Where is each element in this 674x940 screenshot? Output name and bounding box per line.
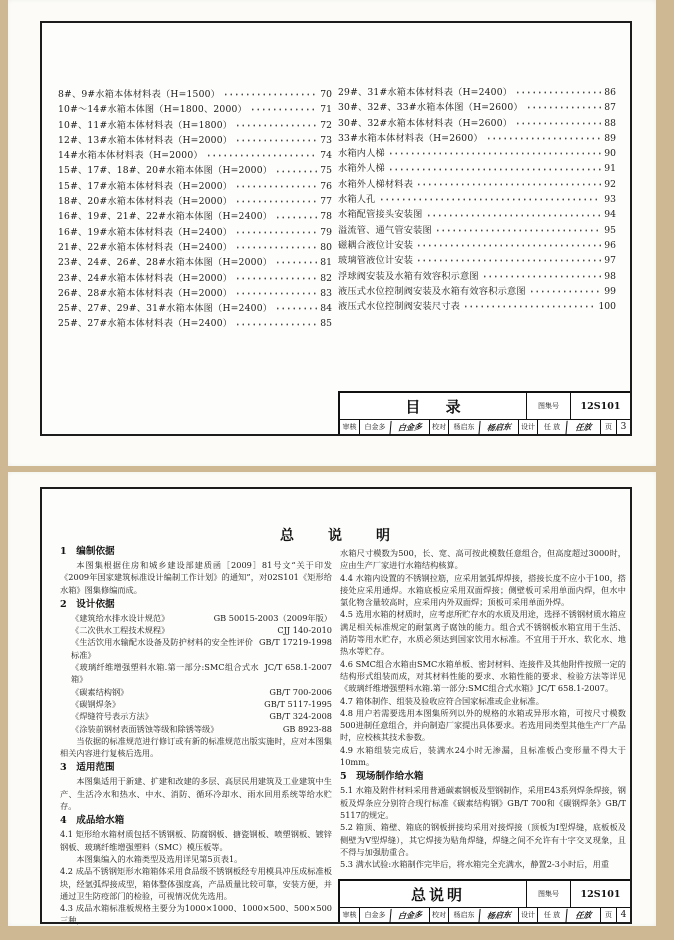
toc-entry-title: 23#、24#、26#、28#水箱本体图（H=2000） [58, 257, 273, 269]
standard-code: GB/T 700-2006 [269, 686, 332, 697]
reviewer-name: 白金多 [359, 908, 390, 922]
toc-entry-page-number: 99 [604, 285, 616, 297]
general-notes-page [8, 472, 656, 926]
review-label: 审核 [342, 423, 357, 431]
toc-column-left [58, 87, 332, 332]
toc-entry [338, 100, 616, 115]
standard-name: 《建筑给水排水设计规范》 [71, 612, 170, 623]
standard-name: 《玻璃纤维增强塑料水箱.第一部分:SMC组合式水箱》 [71, 662, 259, 685]
toc-entry-page-number: 95 [604, 224, 616, 236]
notes-column-right [340, 547, 626, 870]
dot-leader [529, 287, 602, 296]
paragraph-4-3: 4.3 成品水箱标准板规格主要分为1000×1000、1000×500、500×500三种， [60, 903, 332, 926]
toc-entry-page-number: 85 [320, 318, 332, 330]
toc-entry-title: 30#、32#、33#水箱本体图（H=2600） [338, 102, 523, 114]
dot-leader [416, 256, 601, 265]
toc-entry-page-number: 79 [320, 226, 332, 238]
dot-leader [275, 258, 317, 267]
standard-name: 《涂装前钢材表面锈蚀等级和除锈等级》 [71, 723, 219, 734]
toc-entry [338, 116, 616, 131]
toc-entry-page-number: 94 [604, 209, 616, 221]
design-label: 设计 [518, 420, 537, 434]
page-label: 页 [600, 420, 616, 434]
dot-leader [235, 182, 317, 191]
toc-entry [338, 299, 616, 314]
dot-leader [482, 272, 601, 281]
dot-leader [463, 302, 595, 311]
toc-entry-page-number: 97 [604, 255, 616, 267]
checker-name: 杨启东 [448, 908, 479, 922]
toc-entry-page-number: 87 [604, 102, 616, 114]
toc-entry-title: 10#～14#水箱本体图（H=1800、2000） [58, 104, 247, 116]
toc-entry [338, 85, 616, 100]
check-label: 校对 [429, 908, 448, 922]
toc-entry [58, 194, 332, 209]
toc-entry-title: 浮球阀安装及水箱有效容积示意图 [338, 270, 479, 282]
atlas-number: 12S101 [570, 881, 630, 907]
atlas-number: 12S101 [570, 393, 630, 419]
toc-entry [58, 179, 332, 194]
toc-entry-page-number: 96 [604, 239, 616, 251]
toc-page [8, 0, 656, 466]
paragraph-5-1: 5.1 水箱及附件材料采用普通碳素钢板及型钢制作，采用E43系列焊条焊接，钢板及焊条应分别符合现行标准《碳素结构钢》GB/T 700和《碳钢焊条》GB/T 5117的规定。 [340, 785, 626, 820]
standard-name: 《二次供水工程技术规程》 [71, 625, 170, 636]
paragraph-4-4: 4.4 水箱内设置的不锈钢拉筋，应采用氩弧焊焊接，搭接长度不应小于100，搭接处应采用通焊。水箱底板应采用双面焊接；侧壁板可采用单面内焊，但水中氯化物含量较高时，应采用内外双面焊；顶板可采用单面外焊。 [340, 572, 626, 608]
toc-entry-title: 水箱人孔 [338, 194, 376, 206]
toc-entry [338, 223, 616, 238]
standard-item [60, 661, 332, 686]
paragraph-4-1b: 本图集编入的水箱类型及选用详见第5页表1。 [76, 853, 243, 864]
section-heading-4: 4 成品给水箱 [60, 815, 125, 827]
checker-signature: 杨启东 [478, 419, 518, 435]
toc-entry-title: 液压式水位控制阀安装及水箱有效容积示意图 [338, 285, 526, 297]
paragraph-5-2: 5.2 箱顶、箱壁、箱底的钢板拼接均采用对接焊接（顶板为I型焊缝，底板板及侧壁为V型焊缝），其它焊接为贴角焊缝，焊缝之间不允许有十字交叉现象，且不得与加强肋重合。 [340, 822, 626, 857]
general-notes-frame [40, 487, 632, 924]
standard-code: GB/T 5117-1995 [264, 698, 332, 709]
dot-leader [235, 228, 317, 237]
toc-entry [58, 240, 332, 255]
toc-entry [58, 209, 332, 224]
standard-name: 《碳素结构钢》 [71, 686, 129, 697]
dot-leader [526, 103, 602, 112]
dot-leader [416, 241, 601, 250]
toc-entry-title: 液压式水位控制阀安装尺寸表 [338, 301, 461, 313]
toc-entry-page-number: 82 [320, 272, 332, 284]
atlas-number-label: 图集号 [526, 393, 570, 419]
section-heading-5: 5 现场制作给水箱 [340, 771, 424, 783]
design-label: 设计 [518, 908, 537, 922]
reviewer-signature: 白金多 [389, 907, 429, 923]
toc-entry-title: 18#、20#水箱本体材料表（H=2000） [58, 196, 233, 208]
standard-code: GB/T 324-2008 [269, 711, 332, 722]
dot-leader [379, 195, 602, 204]
paragraph-4-8: 4.8 用户若需要选用本图集所列以外的规格的水箱或异形水箱，可按尺寸模数500进制任意组合，并向制造厂家提出具体要求。若选用同类型其他生产厂产品时，应校核其技术参数。 [340, 707, 626, 743]
dot-leader [250, 105, 317, 114]
paragraph-4-3-cont: 水箱尺寸模数为500，长、宽、高可按此模数任意组合，但高度超过3000时，应由生产厂家进行水箱结构核算。 [340, 548, 626, 571]
toc-column-right [338, 85, 616, 314]
toc-entry-title: 29#、31#水箱本体材料表（H=2400） [338, 87, 513, 98]
toc-entry-title: 溢流管、通气管安装图 [338, 224, 432, 236]
paragraph-5-3: 5.3 满水试验:水箱制作完毕后，将水箱完全充满水，静置2-3小时后，用重 [340, 859, 610, 870]
toc-entry-page-number: 89 [604, 132, 616, 144]
toc-entry-title: 15#、17#水箱本体材料表（H=2000） [58, 180, 233, 192]
toc-entry-page-number: 76 [320, 180, 332, 192]
toc-entry-page-number: 88 [604, 117, 616, 129]
toc-entry-page-number: 84 [320, 303, 332, 315]
toc-entry [338, 238, 616, 253]
paragraph-basis: 本图集根据住房和城乡建设部建质函［2009］81号文“关于印发《2009年国家建筑标准设计编制工作计划》的通知”，对02S101《矩形给水箱》图集修编而成。 [60, 560, 332, 595]
toc-entry-title: 33#水箱本体材料表（H=2600） [338, 132, 483, 144]
paragraph-4-1: 4.1 矩形给水箱材质包括不锈钢板、防腐钢板、搪瓷钢板、喷塑钢板、镀锌钢板、玻璃纤维增强塑料（SMC）模压板等。 [60, 829, 332, 852]
paragraph-4-9: 4.9 水箱组装完成后，装满水24小时无渗漏，且标准板凸变形量不得大于10mm。 [340, 744, 626, 768]
toc-entry [338, 253, 616, 268]
standard-code: GB 50015-2003（2009年版） [213, 612, 332, 623]
paragraph-4-5: 4.5 选用水箱的材质时，应考虑所贮存水的水质及用途，选择不锈钢材质水箱应满足相关标准规定的耐氯离子腐蚀的能力。组合式不锈钢板水箱宜用于生活、消防等用水贮存，水质必须达到国家饮用水标准。不宜用于开水、软化水、地热水等贮存。 [340, 609, 626, 657]
designer-signature: 任放 [565, 419, 600, 435]
toc-entry-title: 水箱外人梯 [338, 163, 385, 175]
designer-name: 任 放 [537, 908, 566, 922]
dot-leader [275, 304, 317, 313]
toc-entry-page-number: 72 [320, 119, 332, 131]
toc-entry-page-number: 70 [320, 89, 332, 100]
standard-item [60, 710, 332, 722]
toc-entry-title: 玻璃管液位计安装 [338, 255, 414, 267]
toc-entry-title: 16#、19#、21#、22#水箱本体图（H=2400） [58, 211, 273, 223]
section-heading-2: 2 设计依据 [60, 598, 115, 610]
dot-leader [388, 165, 601, 174]
toc-entry-title: 16#、19#水箱本体材料表（H=2400） [58, 226, 233, 238]
toc-entry-title: 水箱配管接头安装图 [338, 209, 423, 221]
reviewer-signature: 白金多 [389, 419, 429, 435]
page-label: 页 [600, 908, 616, 922]
standard-code: CJJ 140-2010 [277, 625, 332, 636]
toc-entry-title: 25#、27#、29#、31#水箱本体图（H=2400） [58, 303, 273, 315]
toc-entry-page-number: 71 [320, 104, 332, 116]
title-block-row-main [340, 393, 630, 420]
designer-name: 任 放 [537, 420, 566, 434]
toc-entry [338, 177, 616, 192]
dot-leader [486, 134, 602, 143]
toc-entry [338, 284, 616, 299]
dot-leader [275, 167, 317, 176]
toc-entry-title: 水箱内人梯 [338, 148, 385, 160]
toc-entry-title: 15#、17#、18#、20#水箱本体图（H=2000） [58, 165, 273, 177]
toc-entry-title: 23#、24#水箱本体材料表（H=2000） [58, 272, 233, 284]
standard-item [60, 686, 332, 698]
toc-entry-page-number: 90 [604, 148, 616, 160]
notes-column-left [60, 543, 332, 927]
dot-leader [235, 289, 317, 298]
toc-entry-page-number: 100 [598, 301, 616, 313]
standard-name: 《焊缝符号表示方法》 [71, 711, 153, 722]
toc-entry-page-number: 91 [604, 163, 616, 175]
standard-item [60, 636, 332, 661]
standard-code: JC/T 658.1-2007 [264, 662, 332, 673]
toc-entry [58, 286, 332, 301]
dot-leader [515, 119, 601, 128]
toc-entry [58, 87, 332, 102]
toc-entry [58, 271, 332, 286]
title-block-row-signatures [340, 908, 630, 922]
general-notes-heading: 总 说 明 [280, 528, 392, 544]
reviewer-name: 白金多 [359, 420, 390, 434]
dot-leader [235, 136, 317, 145]
check-label: 校对 [429, 420, 448, 434]
toc-entry-title: 水箱外人梯材料表 [338, 178, 414, 190]
toc-entry [338, 207, 616, 222]
toc-entry-page-number: 75 [320, 165, 332, 177]
toc-entry-page-number: 73 [320, 134, 332, 146]
toc-entry-page-number: 74 [320, 150, 332, 162]
toc-entry-title: 10#、11#水箱本体材料表（H=1800） [58, 119, 233, 131]
standards-list [60, 612, 332, 735]
standard-item [60, 624, 332, 636]
toc-entry [338, 192, 616, 207]
sheet-title: 目 录 [405, 397, 471, 416]
toc-entry-title: 21#、22#水箱本体材料表（H=2400） [58, 241, 233, 253]
toc-entry [58, 148, 332, 163]
dot-leader [235, 197, 317, 206]
checker-signature: 杨启东 [478, 907, 518, 923]
title-block [338, 391, 630, 434]
review-label: 审核 [342, 911, 357, 919]
dot-leader [235, 121, 317, 130]
toc-entry [58, 301, 332, 316]
toc-entry [338, 269, 616, 284]
toc-entry-page-number: 93 [604, 194, 616, 206]
paragraph-revision-note: 当依据的标准规范进行修订或有新的标准规范出版实施时，应对本图集相关内容进行复核后选用。 [60, 735, 332, 759]
designer-signature: 任放 [565, 907, 600, 923]
title-block-row-signatures [340, 420, 630, 434]
sheet-page-number: 3 [616, 420, 630, 434]
sheet-title: 总说明 [410, 885, 465, 904]
standard-name: 《碳钢焊条》 [71, 698, 121, 709]
toc-entry-page-number: 81 [320, 257, 332, 269]
toc-entry [58, 133, 332, 148]
toc-entry [58, 102, 332, 117]
toc-entry-title: 磁耦合液位计安装 [338, 239, 414, 251]
dot-leader [416, 180, 601, 189]
dot-leader [235, 274, 317, 283]
toc-entry-page-number: 92 [604, 178, 616, 190]
dot-leader [426, 211, 602, 220]
toc-entry-page-number: 83 [320, 287, 332, 299]
dot-leader [235, 320, 317, 329]
checker-name: 杨启东 [448, 420, 479, 434]
standard-item [60, 612, 332, 624]
toc-entry [338, 131, 616, 146]
toc-entry-title: 30#、32#水箱本体材料表（H=2600） [338, 117, 513, 129]
toc-entry-title: 8#、9#水箱本体材料表（H=1500） [58, 89, 221, 100]
toc-entry [338, 161, 616, 176]
dot-leader [435, 226, 601, 235]
paragraph-scope: 本图集适用于新建、扩建和改建的多层、高层民用建筑及工业建筑中生产、生活冷水和热水、中水、消防、循环冷却水、雨水回用系统等给水贮存。 [60, 776, 332, 812]
toc-entry-page-number: 78 [320, 211, 332, 223]
paragraph-4-2: 4.2 成品不锈钢矩形水箱箱体采用食品级不锈钢板经专用模具冲压成标准板块，经氩弧焊接成型，箱体整体强度高，产品质量比较可靠，安装方便，并通过卫生防疫部门的检验，可视情况优先选用。 [60, 866, 332, 901]
toc-entry [58, 316, 332, 331]
toc-entry [338, 146, 616, 161]
title-block-row-main [340, 881, 630, 908]
standard-code: GB 8923-88 [282, 723, 332, 734]
toc-entry-page-number: 98 [604, 270, 616, 282]
toc-entry-page-number: 86 [604, 87, 616, 98]
standard-code: GB/T 17219-1998 [258, 637, 332, 648]
dot-leader [515, 88, 601, 97]
standard-item [60, 698, 332, 710]
dot-leader [235, 243, 317, 252]
toc-entry-page-number: 80 [320, 241, 332, 253]
toc-entry [58, 163, 332, 178]
atlas-number-label: 图集号 [526, 881, 570, 907]
dot-leader [206, 151, 318, 160]
dot-leader [223, 90, 317, 99]
section-heading-3: 3 适用范围 [60, 762, 115, 774]
toc-entry-title: 14#水箱本体材料表（H=2000） [58, 150, 203, 162]
section-heading-1: 1 编制依据 [60, 546, 115, 557]
paragraph-4-7: 4.7 箱体制作、组装及验收应符合国家标准或企业标准。 [340, 695, 544, 706]
title-block [338, 879, 630, 922]
standard-item [60, 723, 332, 735]
toc-entry-title: 25#、27#水箱本体材料表（H=2400） [58, 318, 233, 330]
toc-entry-title: 12#、13#水箱本体材料表（H=2000） [58, 134, 233, 146]
toc-entry [58, 118, 332, 133]
toc-page-frame [40, 21, 632, 436]
toc-entry [58, 255, 332, 270]
dot-leader [388, 149, 601, 158]
dot-leader [275, 213, 317, 222]
toc-entry-title: 26#、28#水箱本体材料表（H=2000） [58, 287, 233, 299]
sheet-page-number: 4 [616, 908, 630, 922]
toc-entry [58, 225, 332, 240]
standard-name: 《生活饮用水输配水设备及防护材料的安全性评价标准》 [71, 637, 253, 660]
toc-entry-page-number: 77 [320, 196, 332, 208]
paragraph-4-6: 4.6 SMC组合水箱由SMC水箱单板、密封材料、连接件及其他附件按照一定的结构形式组装而成，对其材料性能的要求、水箱性能的要求、检验方法等详见《玻璃纤维增强塑料水箱.第一部分:SMC组合式水箱》JC/T 658.1-2007。 [340, 658, 626, 694]
